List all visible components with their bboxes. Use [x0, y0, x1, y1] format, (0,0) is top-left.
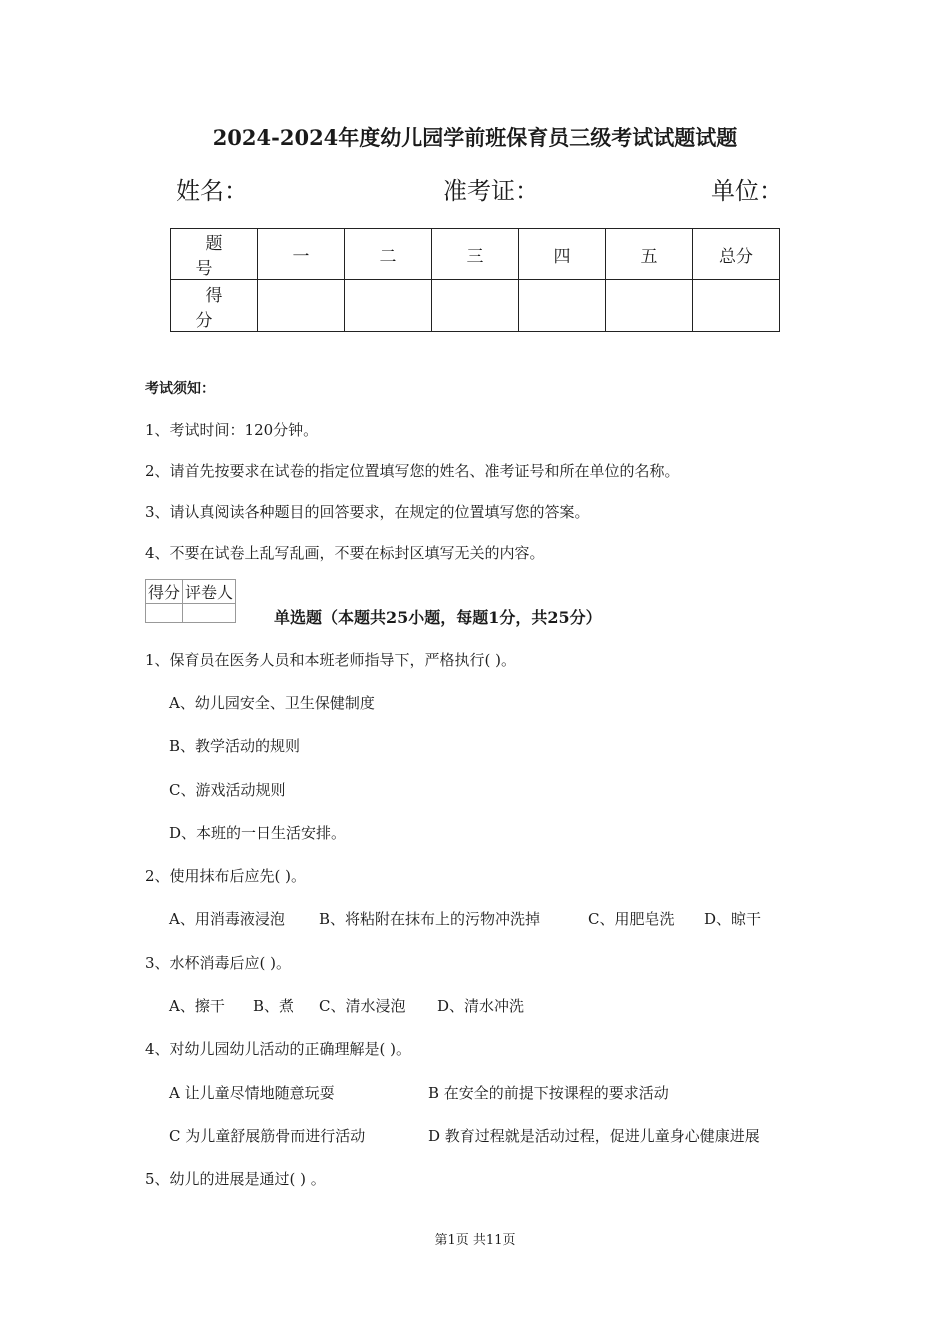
score-cell[interactable]: [345, 280, 432, 332]
grader-table: [145, 579, 236, 623]
score-table-header-cell: 总分: [693, 229, 780, 280]
score-cell[interactable]: [432, 280, 519, 332]
name-field-label: 姓名：: [176, 177, 248, 205]
grader-reviewer-label: 评卷人: [183, 580, 236, 604]
score-table-header-cell: 五: [606, 229, 693, 280]
section-title: 单选题（本题共25小题，每题1分，共25分）: [274, 608, 602, 627]
score-table-score-row: [171, 280, 780, 332]
notice-title: 考试须知：: [145, 381, 215, 397]
question-option: D、晾干: [704, 910, 762, 928]
question-option: C、用肥皂洗: [588, 910, 675, 928]
score-cell[interactable]: [519, 280, 606, 332]
notice-item: 2、请首先按要求在试卷的指定位置填写您的姓名、准考证号和所在单位的名称。: [145, 462, 680, 480]
question-option: C、游戏活动规则: [169, 781, 286, 799]
question-option: A、擦干: [169, 997, 225, 1015]
score-row-label: 得分: [171, 280, 258, 332]
score-table-header-row: [171, 229, 780, 280]
score-cell[interactable]: [693, 280, 780, 332]
question-option: B、教学活动的规则: [169, 737, 301, 755]
score-table-header-cell: 三: [432, 229, 519, 280]
score-table-header-cell: 一: [258, 229, 345, 280]
score-table-header-cell: 四: [519, 229, 606, 280]
question-stem: 4、对幼儿园幼儿活动的正确理解是( )。: [145, 1040, 412, 1058]
question-option: D、清水冲洗: [437, 997, 525, 1015]
question-option: A、用消毒液浸泡: [169, 910, 285, 928]
notice-item: 1、考试时间：120分钟。: [145, 421, 319, 439]
question-stem: 1、保育员在医务人员和本班老师指导下，严格执行( )。: [145, 651, 517, 669]
score-table-header-cell: 二: [345, 229, 432, 280]
question-stem: 3、水杯消毒后应( )。: [145, 954, 292, 972]
question-option: D 教育过程就是活动过程，促进儿童身心健康进展: [428, 1127, 760, 1145]
question-option: B 在安全的前提下按课程的要求活动: [428, 1084, 669, 1102]
notice-item: 4、不要在试卷上乱写乱画，不要在标封区填写无关的内容。: [145, 544, 545, 562]
grader-score-cell[interactable]: [146, 604, 183, 623]
exam-id-field-label: 准考证：: [443, 177, 539, 205]
question-option: A 让儿童尽情地随意玩耍: [169, 1084, 335, 1102]
grader-reviewer-cell[interactable]: [183, 604, 236, 623]
score-table-header-cell: 题号: [171, 229, 258, 280]
question-stem: 2、使用抹布后应先( )。: [145, 867, 307, 885]
document-title: 2024-2024年度幼儿园学前班保育员三级考试试题试题: [212, 125, 738, 150]
score-cell[interactable]: [258, 280, 345, 332]
score-cell[interactable]: [606, 280, 693, 332]
unit-field-label: 单位：: [711, 177, 783, 205]
notice-item: 3、请认真阅读各种题目的回答要求，在规定的位置填写您的答案。: [145, 503, 590, 521]
question-option: A、幼儿园安全、卫生保健制度: [169, 694, 375, 712]
question-option: B、煮: [253, 997, 295, 1015]
question-stem: 5、幼儿的进展是通过( ) 。: [145, 1170, 326, 1188]
question-option: C 为儿童舒展筋骨而进行活动: [169, 1127, 366, 1145]
question-option: B、将粘附在抹布上的污物冲洗掉: [319, 910, 541, 928]
page-footer: 第1页 共11页: [434, 1233, 516, 1248]
score-table: [170, 228, 780, 332]
grader-score-label: 得分: [146, 580, 183, 604]
question-option: D、本班的一日生活安排。: [169, 824, 347, 842]
question-option: C、清水浸泡: [319, 997, 406, 1015]
